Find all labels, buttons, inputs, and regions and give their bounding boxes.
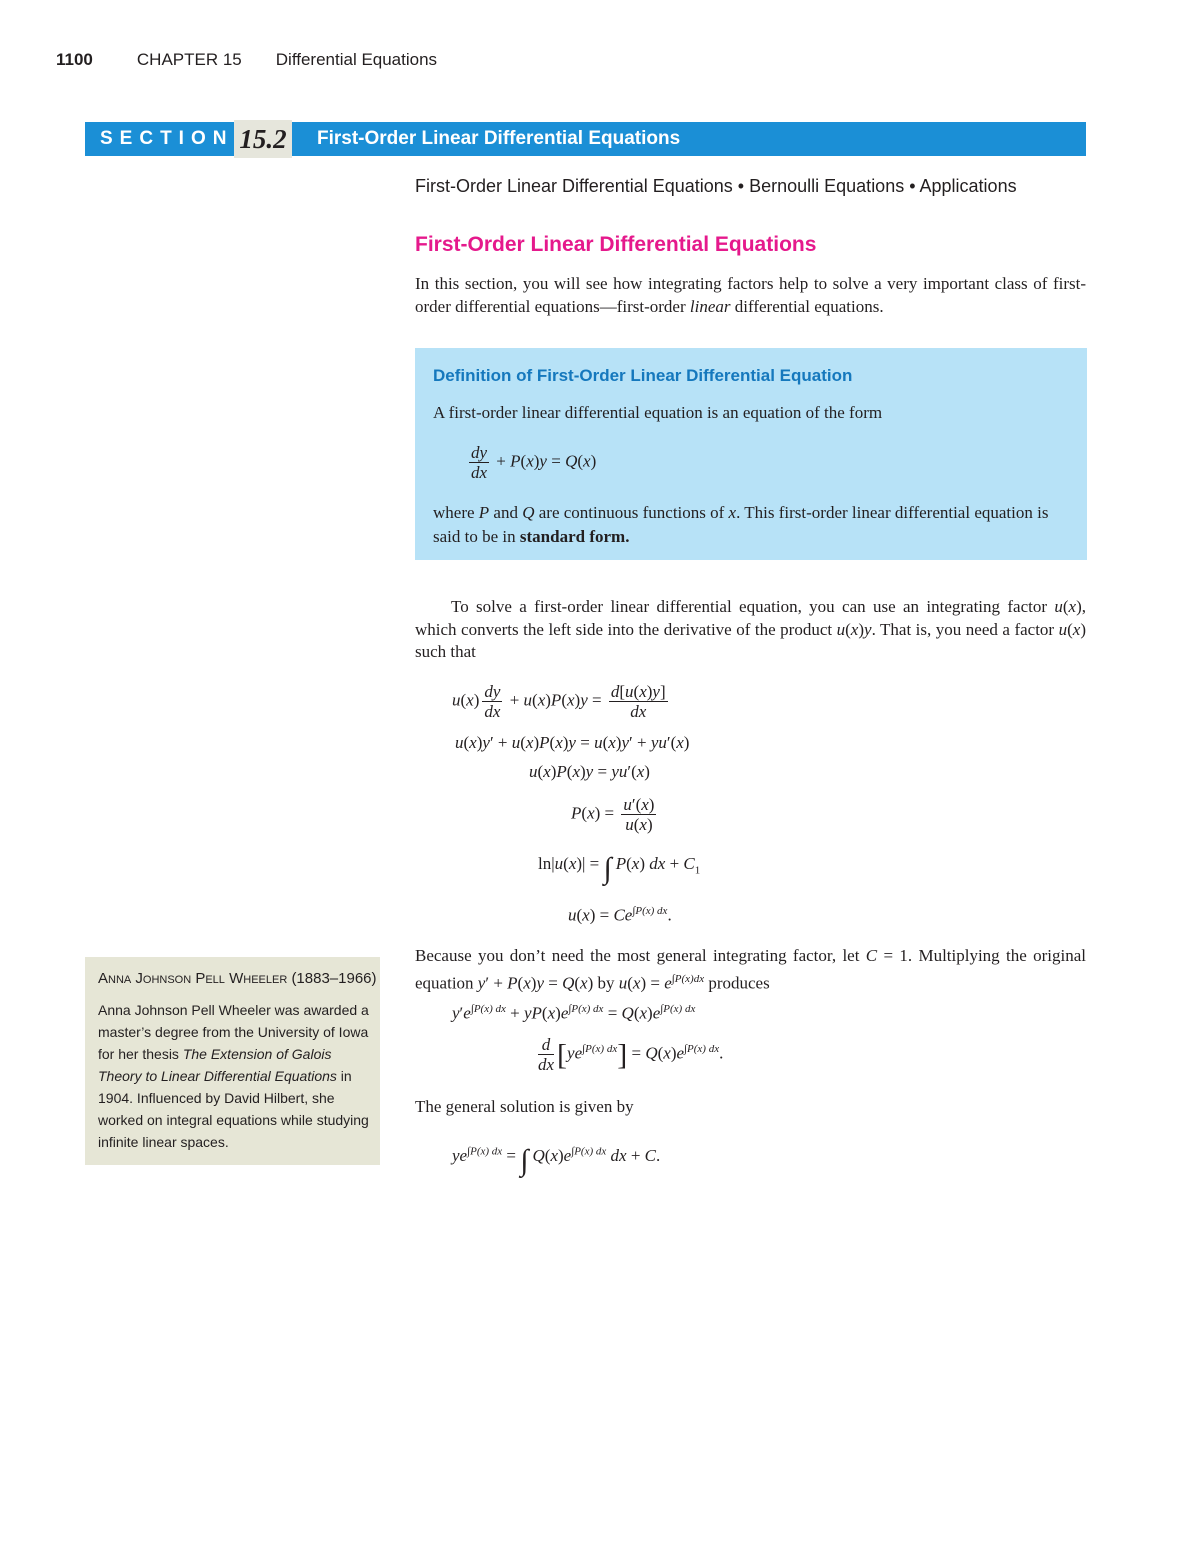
biography-text: Anna Johnson Pell Wheeler was awarded a master’s degree from the University of Iowa for her thesis The Extension of Galois Theory to Linear Differential Equations in 1904. Influenced by David Hilbert, she worked on integral equations while studying infinite linear spaces. <box>98 1002 369 1150</box>
general-solution-paragraph: The general solution is given by <box>415 1097 634 1116</box>
intro-text-2: differential equations. <box>730 296 884 316</box>
product-equation-1: $y'e^{\int P(x) dx} + yP(x)e^{\int P(x) dx} = Q(x)e^{\int P(x) dx}$ <box>452 1003 696 1023</box>
intro-text-1: In this section, you will see how integrating factors help to solve a very important class of first-order differential equations—first-order <box>415 274 1086 316</box>
definition-conditions: where P and Q are continuous functions of x. This first-order linear differential equation is said to be in standard form. <box>433 503 1049 546</box>
topic-list: First-Order Linear Differential Equations • Bernoulli Equations • Applications <box>415 176 1017 196</box>
biography-years: (1883–1966) <box>291 970 377 987</box>
intro-paragraph <box>415 273 1086 318</box>
chapter-label: CHAPTER 15 <box>136 50 242 69</box>
biography-title <box>98 970 377 987</box>
page-number: 1100 <box>56 50 93 69</box>
thesis-title: The Extension of Galois Theory to Linear Differential Equations <box>98 1046 337 1084</box>
derivation-step-4: P(x) = $\frac{u'(x)}{u(x)}$ <box>571 795 655 834</box>
derivation-step-3: u(x)P(x)y = yu′(x) <box>529 762 650 781</box>
product-equation-2: $\frac{d}{dx}$ $[ye^{\int P(x) dx}] = Q(x)e^{\int P(x) dx}$. <box>538 1035 724 1074</box>
running-head <box>56 50 437 70</box>
definition-title: Definition of First-Order Linear Differential Equation <box>433 366 853 385</box>
integrating-factor-paragraph: To solve a first-order linear differential equation, you can use an integrating factor u(x), which converts the left side into the derivative of the product u(x)y. That is, you need a factor u(x) such that <box>415 597 1086 661</box>
biography-name: Anna Johnson Pell Wheeler <box>98 970 288 987</box>
derivation-step-2: u(x)y′ + u(x)P(x)y = u(x)y′ + yu′(x) <box>455 733 690 752</box>
standard-form-term: standard form. <box>519 527 630 546</box>
subsection-heading: First-Order Linear Differential Equations <box>415 233 817 256</box>
derivation-step-6: $u(x) = Ce^{\int P(x) dx}$. <box>568 905 672 925</box>
multiply-paragraph: Because you don’t need the most general integrating factor, let C = 1. Multiplying the original equation y′ + P(x)y = Q(x) by $u(x) = e^{\int P(x)dx}$ produces <box>415 946 1086 993</box>
derivation-step-5: ln|u(x)| = ∫ P(x) dx + $C_1$ <box>538 852 701 885</box>
section-number: 15.2 <box>234 120 292 158</box>
chapter-title: Differential Equations <box>275 50 438 69</box>
definition-equation: $\frac{dy}{dx}$ + P(x)y = Q(x) <box>471 443 597 482</box>
definition-text: A first-order linear differential equation is an equation of the form <box>433 403 883 422</box>
general-solution-equation: $ye^{\int P(x) dx}$ = ∫ $Q(x)e^{\int P(x) dx}$ dx + C. <box>452 1144 661 1177</box>
intro-emphasis: linear <box>689 296 731 316</box>
section-label: SECTION <box>100 128 234 149</box>
derivation-step-1: u(x) $\frac{dy}{dx}$ + u(x)P(x)y = $\frac{d[u(x)y]}{dx}$ <box>452 682 666 721</box>
section-title: First-Order Linear Differential Equations <box>317 128 681 149</box>
